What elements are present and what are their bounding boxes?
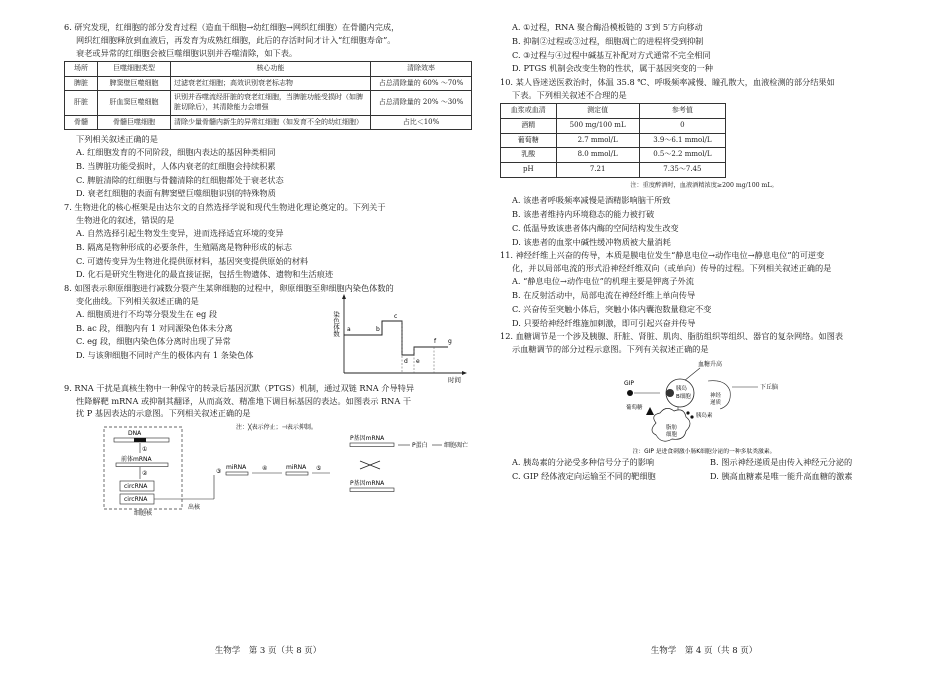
- cell-nucleus-icon: [666, 389, 674, 397]
- y-arrow-icon: [342, 294, 346, 299]
- table-cell: 脾窦壁巨噬细胞: [98, 76, 171, 91]
- left-page: [64, 22, 472, 662]
- nerve-label-1: 神经: [710, 392, 722, 399]
- q10-option-d: D. 该患者的血浆中碱性缓冲物质被大量消耗: [512, 236, 671, 247]
- q10-table: [500, 103, 726, 177]
- diagram-note: 注：╳表示停止；⊣表示抑制。: [236, 424, 317, 432]
- table-row: [501, 148, 726, 163]
- q12-options-row-2: [500, 471, 908, 482]
- q8-option-c: C. eg 段，细胞内染色体分离时出现了异常: [76, 336, 231, 347]
- rise-label: 血糖升高: [698, 360, 723, 368]
- q9-option-a: A. ①过程，RNA 聚合酶沿模板链的 3′到 5′方向移动: [512, 22, 703, 32]
- table-cell: 占总清除量的 20% ～30%: [371, 91, 472, 115]
- table-cell: 0: [639, 119, 725, 134]
- q7-option-c: C. 可遗传变异为生物进化提供原材料，基因突变提供原始的材料: [76, 255, 309, 266]
- q6-stem-1: 6. 研究发现，红细胞的部分发育过程（造血干细胞→幼红细胞→网织红细胞）在骨髓内完成，: [64, 22, 400, 32]
- q11-option-d: D. 只要给神经纤维施加刺激，即可引起兴奋并传导: [512, 317, 696, 328]
- table-cell: 占总清除量的 60% ～70%: [371, 76, 472, 91]
- chromosome-curve: [344, 321, 448, 355]
- table-header: 清除效率: [371, 61, 472, 76]
- p-gene-segment: [134, 438, 146, 442]
- step-5: ⑤: [316, 465, 322, 473]
- y-axis-label: 染色体数: [332, 310, 340, 337]
- dna-label: DNA: [128, 430, 142, 438]
- right-page: [500, 22, 908, 662]
- q11-option-c: C. 兴奋传至突触小体后，突触小体内囊泡数量稳定不变: [512, 303, 712, 314]
- q6-option-b: B. 当脾脏功能受损时，人体内衰老的红细胞会持续积累: [76, 160, 276, 171]
- table-cell: 3.9～6.1 mmol/L: [639, 133, 725, 148]
- q12-stem-2: 示血糖调节的部分过程示意图。下列有关叙述正确的是: [512, 344, 709, 355]
- point-label: d: [404, 357, 408, 365]
- table-cell: 8.0 mmol/L: [556, 148, 639, 163]
- q9-stem-2: 性降解靶 mRNA 或抑制其翻译，从而高效、精准地下调目标基因的表达。如图表示 RNA 干: [76, 395, 412, 406]
- table-row: [501, 163, 726, 178]
- q10-option-a: A. 该患者呼吸频率减慢是酒精影响脑干所致: [512, 195, 671, 206]
- q11-stem-1: 11. 神经纤维上兴奋的传导，本质是膜电位发生“静息电位→动作电位→静息电位”的可逆变: [500, 250, 825, 261]
- q12-option-a: A. 胰岛素的分泌受多种信号分子的影响: [512, 456, 655, 467]
- table-header-row: [65, 61, 472, 76]
- point-label: c: [394, 312, 398, 320]
- table-cell: 识别并吞噬流经肝脏的衰老红细胞，当脾脏功能受损时（如脾脏切除后），其清除能力会增强: [171, 91, 371, 115]
- table-header-row: [501, 104, 726, 119]
- table-header: 巨噬细胞类型: [98, 61, 171, 76]
- table-cell: 0.5～2.2 mmol/L: [639, 148, 725, 163]
- step-2: ②: [142, 470, 148, 478]
- q12-option-d: D. 胰高血糖素是唯一能升高血糖的激素: [710, 471, 853, 482]
- q10-option-b: B. 该患者维持内环境稳态的能力被打破: [512, 209, 655, 220]
- q7-option-b: B. 隔离是物种形成的必要条件，生殖隔离是物种形成的标志: [76, 241, 292, 252]
- table-cell: 占比＜10%: [371, 115, 472, 130]
- q7-option-a: A. 自然选择引起生物发生变异，进而选择适宜环境的变异: [76, 227, 284, 238]
- arrow: [684, 368, 700, 381]
- pmrna-strand-1: [350, 443, 394, 447]
- q11-option-b: B. 在反射活动中，局部电流在神经纤维上单向传导: [512, 289, 696, 300]
- step-1: ①: [142, 446, 148, 454]
- point-label: g: [448, 337, 452, 345]
- table-cell: 清除少量骨髓内新生的异常红细胞（如发育不全的幼红细胞）: [171, 115, 371, 130]
- nucleus-label: 细胞核: [134, 510, 153, 518]
- table-header: 核心功能: [171, 61, 371, 76]
- table-row: [501, 133, 726, 148]
- mirna-strand-2: [286, 472, 308, 475]
- q9-option-d: D. PTGS 机制会改变生物的性状，属于基因突变的一种: [512, 63, 713, 74]
- table-row: [65, 76, 472, 91]
- q12-option-c: C. GIP 经体液定向运输至不同的靶细胞: [512, 471, 656, 482]
- q8-stem-2: 变化曲线。下列相关叙述正确的是: [76, 295, 199, 306]
- q10-stem-2: 下表。下列相关叙述不合理的是: [512, 90, 627, 101]
- table-cell: 500 mg/100 mL: [556, 119, 639, 134]
- table-cell: 7.21: [556, 163, 639, 178]
- table-cell: 葡萄糖: [501, 133, 557, 148]
- gip-molecule-icon: [627, 390, 633, 396]
- table-cell: 脾脏: [65, 76, 98, 91]
- q6-lead: 下列相关叙述正确的是: [76, 134, 158, 145]
- apoptosis-label: 细胞凋亡: [444, 442, 469, 450]
- precursor-strand: [116, 463, 168, 467]
- fat-label-1: 脂肪: [666, 424, 678, 431]
- q6-stem-2: 网织红细胞释放到血液后，再发育为成熟红细胞，此后的存活时间才计入“红细胞寿命”。: [76, 34, 396, 45]
- fat-label-2: 细胞: [666, 431, 678, 438]
- table-cell: 7.35～7.45: [639, 163, 725, 178]
- table-cell: 酒精: [501, 119, 557, 134]
- q7-stem-1: 7. 生物进化的核心框架是由达尔文的自然选择学说和现代生物进化理论奠定的。下列关于: [64, 202, 386, 213]
- table-row: [501, 119, 726, 134]
- mirna-strand-1: [226, 472, 248, 475]
- step-3: ③: [216, 468, 222, 476]
- pmrna-strand-2: [350, 488, 394, 492]
- q7-option-d: D. 化石是研究生物进化的最直接证据，包括生物遗体、遗物和生活痕迹: [76, 269, 334, 280]
- nerve-label-2: 递质: [710, 399, 722, 406]
- insulin-dot-icon: [686, 411, 689, 414]
- precursor-label: 前体mRNA: [121, 456, 152, 464]
- mirna-label-1: miRNA: [226, 464, 247, 472]
- q9-stem-1: 9. RNA 干扰是真核生物中一种保守的转录后基因沉默（PTGS）机制，通过双链 RNA 介导特异: [64, 382, 415, 393]
- q12-glucose-diagram: [500, 357, 908, 457]
- mirna-label-2: miRNA: [286, 464, 307, 472]
- point-label: a: [347, 325, 351, 333]
- point-label: b: [376, 325, 380, 333]
- gip-label: GIP: [624, 379, 635, 387]
- table-cell: pH: [501, 163, 557, 178]
- pmrna-label-1: P基因mRNA: [350, 435, 385, 443]
- q8-option-b: B. ac 段，细胞内有 1 对同源染色体未分离: [76, 322, 233, 333]
- step-4: ④: [262, 465, 268, 473]
- q12-options-row-1: [500, 457, 908, 468]
- insulin-label: 胰岛素: [696, 412, 713, 419]
- table-header: 场所: [65, 61, 98, 76]
- x-arrow-icon: [462, 371, 467, 375]
- pmrna-label-2: P基因mRNA: [350, 480, 385, 488]
- q10-stem-1: 10. 某人昏迷送医救治时，体温 35.8 ℃、呼吸频率减慢、瞳孔散大，血液检测的部分结果如: [500, 77, 835, 88]
- table-cell: 骨髓: [65, 115, 98, 130]
- point-label: e: [416, 357, 420, 365]
- q9-option-b: B. 抑制②过程或③过程，细胞凋亡的进程将受到抑制: [512, 35, 704, 46]
- q6-option-a: A. 红细胞发育的不同阶段，细胞内表达的基因种类相同: [76, 147, 276, 158]
- islet-label-2: B细胞: [676, 393, 691, 400]
- table-row: [65, 115, 472, 130]
- table-cell: 2.7 mmol/L: [556, 133, 639, 148]
- q12-option-b: B. 图示神经递质是由传入神经元分泌的: [710, 456, 853, 467]
- table-cell: 肝血窦巨噬细胞: [98, 91, 171, 115]
- table-cell: 过滤衰老红细胞；高效识别衰老标志物: [171, 76, 371, 91]
- q12-stem-1: 12. 血糖调节是一个涉及胰腺、肝脏、肾脏、肌肉、脂肪组织等组织、器官的复杂网络。如图表: [500, 331, 844, 342]
- q8-option-a: A. 细胞质进行不均等分裂发生在 eg 段: [76, 308, 218, 319]
- q6-option-d: D. 衰老红细胞的表面有脾窦壁巨噬细胞识别的特殊物质: [76, 188, 276, 199]
- hypothalamus-label: 下丘脑: [760, 383, 779, 391]
- circrna-label-2: circRNA: [124, 496, 148, 504]
- q6-table: [64, 61, 472, 130]
- table-cell: 骨髓巨噬细胞: [98, 115, 171, 130]
- q6-stem-3: 衰老或异常的红细胞会被巨噬细胞识别并吞噬清除，如下表。: [76, 47, 298, 58]
- point-label: f: [434, 337, 437, 345]
- q11-option-a: A. “静息电位→动作电位”的机理主要是钾离子外流: [512, 276, 694, 287]
- protein-label: P蛋白: [412, 442, 428, 450]
- diagram-note: 注：GIP 是进食刺激小肠K细胞分泌的一种多肽类激素。: [632, 448, 776, 455]
- islet-label-1: 胰岛: [676, 385, 688, 392]
- insulin-dot-icon: [690, 415, 693, 418]
- table-header: 血浆或血清: [501, 104, 557, 119]
- table-header: 参考值: [639, 104, 725, 119]
- q11-stem-2: 化，并以局部电流的形式沿神经纤维双向（或单向）传导的过程。下列相关叙述正确的是: [512, 263, 832, 274]
- x-axis-label: 时间: [448, 375, 461, 383]
- table-cell: 肝脏: [65, 91, 98, 115]
- q9-stem-3: 扰 P 基因表达的示意图。下列相关叙述正确的是: [76, 408, 251, 419]
- q10-option-c: C. 低温导致该患者体内酶的空间结构发生改变: [512, 222, 679, 233]
- right-page-footer: 生物学 第 4 页（共 8 页）: [650, 646, 758, 657]
- q8-chromosome-chart: [330, 291, 470, 383]
- exit-label: 出核: [188, 504, 201, 512]
- q8-block: [64, 309, 472, 383]
- q6-option-c: C. 脾脏清除的红细胞与骨髓清除的红细胞都处于衰老状态: [76, 174, 284, 185]
- glucose-icon: [646, 407, 654, 415]
- q8-stem-1: 8. 如图表示卵原细胞进行减数分裂产生某卵细胞的过程中，卵原细胞至卵细胞内染色体数的: [64, 283, 394, 294]
- glucose-label: 葡萄糖: [626, 404, 643, 411]
- circrna-label-1: circRNA: [124, 483, 148, 491]
- q9-rna-diagram: [64, 421, 472, 517]
- q9-option-c: C. ③过程与④过程中碱基互补配对方式通常不完全相同: [512, 49, 711, 60]
- table-cell: 乳酸: [501, 148, 557, 163]
- q10-table-note: 注：重度醉酒时，血液酒精浓度≥200 mg/100 mL。: [630, 181, 778, 189]
- q8-option-d: D. 与该卵细胞不同时产生的极体内有 1 条染色体: [76, 350, 254, 361]
- left-page-footer: 生物学 第 3 页（共 8 页）: [214, 646, 322, 657]
- table-header: 测定值: [556, 104, 639, 119]
- q7-stem-2: 生物进化的叙述，错误的是: [76, 215, 175, 226]
- table-row: [65, 91, 472, 115]
